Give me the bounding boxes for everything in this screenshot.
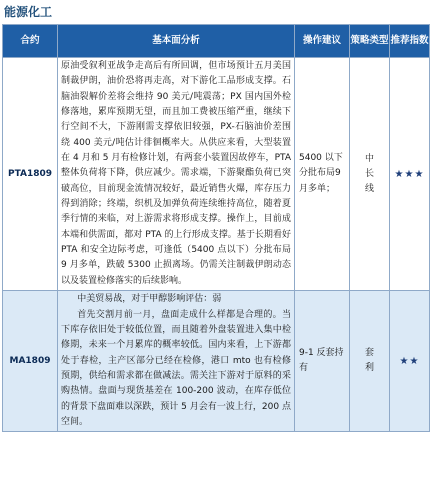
header-contract: 合约 — [3, 25, 58, 58]
analysis-cell — [58, 58, 295, 291]
rating-stars: ★★★ — [390, 58, 430, 291]
strategy-type-cell: 套利 — [350, 291, 390, 432]
suggestion-cell: 9-1 反套持有 — [295, 291, 350, 432]
header-suggestion: 操作建议 — [295, 25, 350, 58]
analysis-paragraph: 中美贸易战，对于甲醇影响评估：弱 — [77, 294, 222, 305]
analysis-cell — [58, 291, 295, 432]
contract-cell: MA1809 — [3, 291, 58, 432]
section-title: 能源化工 — [4, 5, 53, 19]
header-analysis: 基本面分析 — [58, 25, 295, 58]
table-header-row — [3, 25, 430, 58]
analysis-paragraph: 首先交割月前一月，盘面走成什么样都是合理的。当下库存依旧处于较低位置，而且随着外盘装置进入集中检修期，未来一个月累库的概率较低。国内来看，上下游都处于春检，主产区部分已经在检修，港口 mto 也有检修预期，供给和需求都在做减法。需关注下游对于原料的采购热情。盘面与现货基差在 100-200 波动，在库存低位的背景下盘面难以深跌，预计 5 月会有一波上行，200 点空间。 — [61, 309, 291, 427]
analysis-paragraph: 原油受叙利亚战争走高后有所回调，但市场预计五月美国制裁伊朗，油价恐将再走高，对下游化工品形成支撑。石脑油裂解价差将会维持 90 美元/吨震荡；PX 国内国外检修落地，累库预期无望，而且加工费被压缩严重，继续下行空间不大，下游刚需支撑依旧较强，PX-石脑油价差围绕 400 美元/吨估计徘徊概率大。从供应来看，大型装置在 4 月和 5 月有检修计划，有两套小装置因故停车，PTA 整体负荷将下降，供应减少。需求端，下游聚酯负荷已突破高位，目前现金流情况较好，最近销售火爆，库存压力得到消除；终端，织机及加弹负荷连续维持高位，随着夏季行情的来临，对上游需求将形成支撑。操作上，目前成本端和供需面，都对 PTA 的上行形成支撑。基于长期看好 PTA 和安全边际考虑，可逢低（5400 点以下）分批布局 9 月多单，跌破 5300 止损离场。仍需关注制裁伊朗动态以及装置检修落实的后续影响。 — [61, 61, 291, 286]
rating-stars: ★★ — [390, 291, 430, 432]
strategy-type-cell: 中长线 — [350, 58, 390, 291]
contract-cell: PTA1809 — [3, 58, 58, 291]
suggestion-cell: 5400 以下分批布局9 月多单； — [295, 58, 350, 291]
header-rating: 推荐指数 — [390, 25, 430, 58]
table-row-ma1809 — [3, 291, 430, 432]
header-strategy-type: 策略类型 — [350, 25, 390, 58]
table-row-pta1809 — [3, 58, 430, 291]
strategy-table — [2, 24, 430, 432]
